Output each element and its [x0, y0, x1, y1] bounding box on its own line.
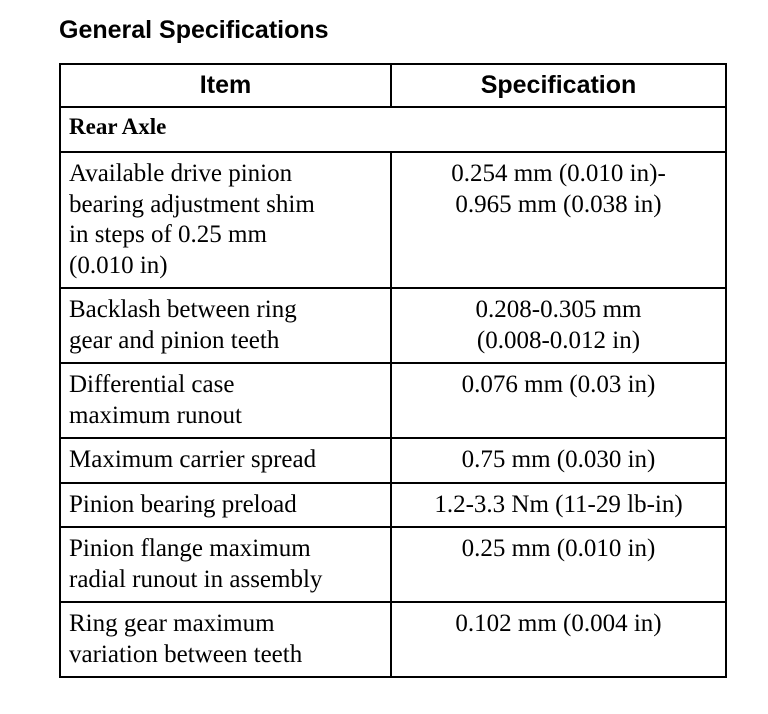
section-label: Rear Axle [60, 107, 726, 152]
item-text-line: Pinion bearing preload [69, 490, 297, 518]
table-row [60, 288, 726, 363]
specification-cell [391, 483, 726, 528]
item-text-line: radial runout in assembly [69, 565, 323, 593]
specifications-table [59, 63, 727, 678]
specification-text-line: 0.75 mm (0.030 in) [461, 446, 656, 473]
item-cell [60, 602, 391, 677]
specification-text-line: 0.102 mm (0.004 in) [455, 610, 662, 637]
item-cell [60, 152, 391, 288]
specification-text-line: 0.25 mm (0.010 in) [461, 535, 656, 562]
item-text-line: Maximum carrier spread [69, 446, 317, 473]
item-cell [60, 438, 391, 483]
item-text-line: bearing adjustment shim [69, 190, 315, 218]
specification-cell [391, 438, 726, 483]
specification-text-line: 0.208-0.305 mm [475, 296, 642, 323]
item-text-line: gear and pinion teeth [69, 326, 280, 354]
table-row [60, 602, 726, 677]
table-row [60, 438, 726, 483]
item-cell [60, 483, 391, 528]
table-row [60, 363, 726, 438]
specification-cell [391, 527, 726, 602]
table-row [60, 527, 726, 602]
specification-text-line: (0.008-0.012 in) [476, 326, 641, 354]
specification-text-line: 0.076 mm (0.03 in) [461, 371, 656, 398]
item-text-line: Available drive pinion [69, 160, 293, 187]
item-text-line: maximum runout [69, 401, 242, 429]
item-cell [60, 363, 391, 438]
page-title: General Specifications [59, 16, 329, 44]
item-text-line: (0.010 in) [69, 251, 168, 279]
specification-cell [391, 602, 726, 677]
table-header-row [60, 64, 726, 107]
table-row [60, 152, 726, 288]
specification-text-line: 1.2-3.3 Nm (11-29 lb-in) [434, 490, 683, 518]
specification-cell [391, 288, 726, 363]
item-text-line: Differential case [69, 371, 235, 398]
item-text-line: Backlash between ring [69, 296, 297, 323]
specification-text-line: 0.254 mm (0.010 in)- [451, 160, 666, 187]
specification-cell [391, 363, 726, 438]
specification-text-line: 0.965 mm (0.038 in) [455, 190, 662, 218]
column-header-specification: Specification [391, 64, 726, 107]
item-cell [60, 527, 391, 602]
table-row [60, 483, 726, 528]
section-row [60, 107, 726, 152]
item-cell [60, 288, 391, 363]
item-text-line: Ring gear maximum [69, 610, 275, 637]
item-text-line: variation between teeth [69, 640, 303, 668]
column-header-item: Item [60, 64, 391, 107]
item-text-line: in steps of 0.25 mm [69, 221, 267, 248]
item-text-line: Pinion flange maximum [69, 535, 311, 562]
specification-cell [391, 152, 726, 288]
